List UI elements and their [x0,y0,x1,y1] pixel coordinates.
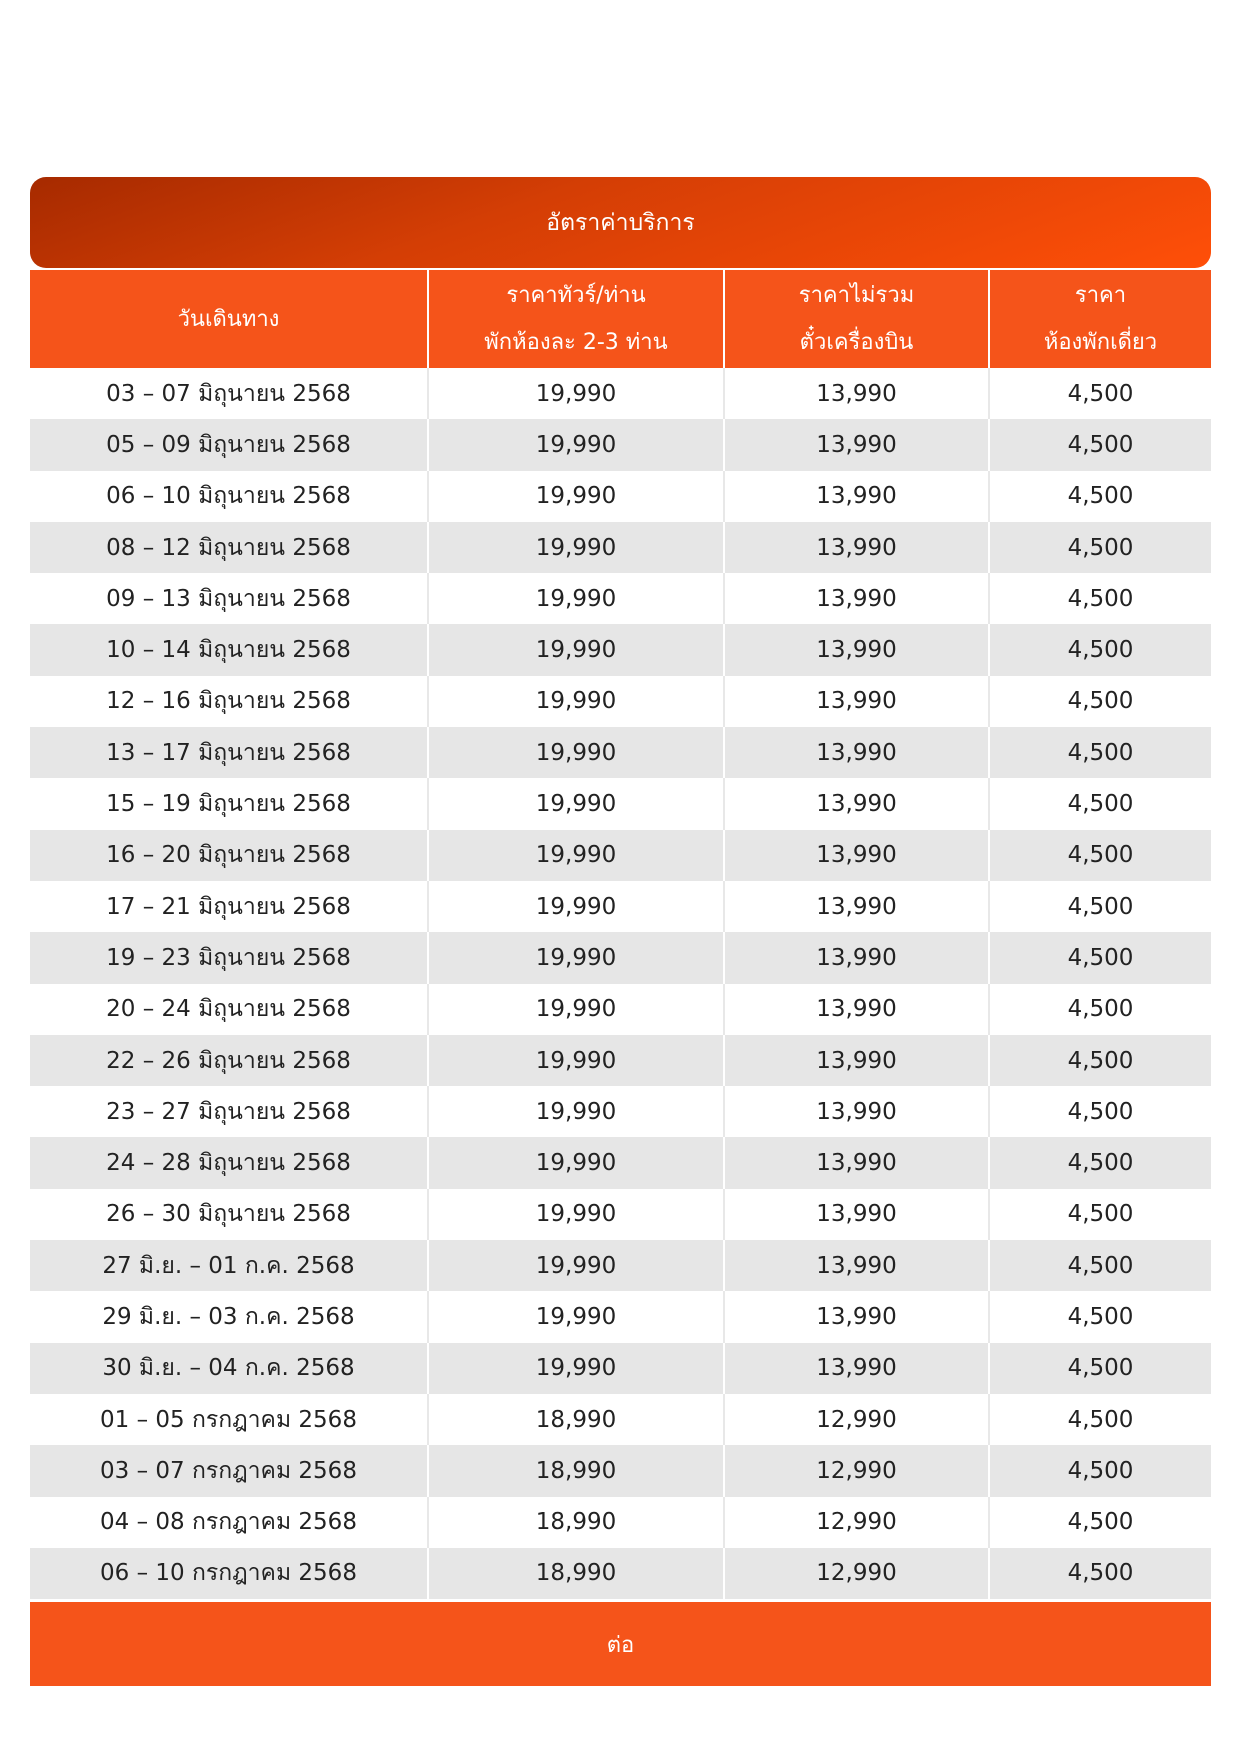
date-cell: 17 – 21 มิถุนายน 2568 [30,881,428,932]
no-flight-price-cell: 13,990 [724,522,989,573]
table-row [30,368,1211,419]
single-room-cell: 4,500 [989,1137,1211,1188]
tour-price-cell: 19,990 [428,573,724,624]
date-cell: 09 – 13 มิถุนายน 2568 [30,573,428,624]
single-room-cell: 4,500 [989,984,1211,1035]
date-cell: 19 – 23 มิถุนายน 2568 [30,932,428,983]
no-flight-price-cell: 13,990 [724,727,989,778]
table-row [30,778,1211,829]
tour-price-cell: 19,990 [428,1343,724,1394]
table-row [30,881,1211,932]
no-flight-price-cell: 13,990 [724,471,989,522]
table-row [30,1240,1211,1291]
tour-price-cell: 19,990 [428,419,724,470]
date-cell: 01 – 05 กรกฎาคม 2568 [30,1394,428,1445]
no-flight-price-cell: 13,990 [724,830,989,881]
single-room-cell: 4,500 [989,932,1211,983]
date-cell: 29 มิ.ย. – 03 ก.ค. 2568 [30,1291,428,1342]
tour-price-cell: 19,990 [428,1240,724,1291]
date-cell: 06 – 10 กรกฎาคม 2568 [30,1548,428,1599]
table-row [30,727,1211,778]
single-room-cell: 4,500 [989,471,1211,522]
tour-price-cell: 19,990 [428,368,724,419]
date-cell: 26 – 30 มิถุนายน 2568 [30,1189,428,1240]
no-flight-price-cell: 12,990 [724,1548,989,1599]
date-cell: 15 – 19 มิถุนายน 2568 [30,778,428,829]
table-row [30,1086,1211,1137]
single-room-cell: 4,500 [989,1548,1211,1599]
continued-label: ต่อ [606,1632,635,1658]
tour-price-cell: 18,990 [428,1445,724,1496]
no-flight-price-cell: 13,990 [724,419,989,470]
no-flight-price-cell: 13,990 [724,984,989,1035]
single-room-cell: 4,500 [989,676,1211,727]
single-room-cell: 4,500 [989,1291,1211,1342]
single-room-cell: 4,500 [989,1497,1211,1548]
single-room-cell: 4,500 [989,624,1211,675]
col-header-date: วันเดินทาง [30,270,428,368]
tour-price-cell: 19,990 [428,624,724,675]
no-flight-price-cell: 13,990 [724,1291,989,1342]
date-cell: 27 มิ.ย. – 01 ก.ค. 2568 [30,1240,428,1291]
tour-price-cell: 19,990 [428,471,724,522]
table-row [30,830,1211,881]
single-room-cell: 4,500 [989,778,1211,829]
single-room-cell: 4,500 [989,368,1211,419]
single-room-cell: 4,500 [989,1445,1211,1496]
table-row [30,624,1211,675]
tour-price-cell: 18,990 [428,1394,724,1445]
table-row [30,1394,1211,1445]
tour-price-cell: 19,990 [428,984,724,1035]
date-cell: 23 – 27 มิถุนายน 2568 [30,1086,428,1137]
no-flight-price-cell: 12,990 [724,1394,989,1445]
single-room-cell: 4,500 [989,419,1211,470]
no-flight-price-cell: 13,990 [724,881,989,932]
no-flight-price-cell: 13,990 [724,676,989,727]
no-flight-price-cell: 13,990 [724,1240,989,1291]
table-row [30,1548,1211,1599]
date-cell: 30 มิ.ย. – 04 ก.ค. 2568 [30,1343,428,1394]
price-table [30,270,1211,1599]
single-room-cell: 4,500 [989,881,1211,932]
single-room-cell: 4,500 [989,1086,1211,1137]
no-flight-price-cell: 13,990 [724,624,989,675]
single-room-cell: 4,500 [989,1394,1211,1445]
no-flight-price-cell: 13,990 [724,778,989,829]
date-cell: 03 – 07 มิถุนายน 2568 [30,368,428,419]
date-cell: 05 – 09 มิถุนายน 2568 [30,419,428,470]
no-flight-price-cell: 13,990 [724,1137,989,1188]
tour-price-cell: 18,990 [428,1548,724,1599]
no-flight-price-cell: 13,990 [724,368,989,419]
title-banner [30,177,1211,268]
date-cell: 06 – 10 มิถุนายน 2568 [30,471,428,522]
single-room-cell: 4,500 [989,1189,1211,1240]
table-row [30,984,1211,1035]
single-room-cell: 4,500 [989,1035,1211,1086]
no-flight-price-cell: 13,990 [724,1189,989,1240]
footer-banner [30,1602,1211,1686]
table-row [30,1137,1211,1188]
single-room-cell: 4,500 [989,573,1211,624]
date-cell: 08 – 12 มิถุนายน 2568 [30,522,428,573]
no-flight-price-cell: 13,990 [724,932,989,983]
table-row [30,522,1211,573]
col-header-tour-price: ราคาทัวร์/ท่าน พักห้องละ 2-3 ท่าน [428,270,724,368]
col-header-single-room: ราคา ห้องพักเดี่ยว [989,270,1211,368]
tour-price-cell: 18,990 [428,1497,724,1548]
date-cell: 10 – 14 มิถุนายน 2568 [30,624,428,675]
date-cell: 16 – 20 มิถุนายน 2568 [30,830,428,881]
tour-price-cell: 19,990 [428,676,724,727]
tour-price-cell: 19,990 [428,830,724,881]
tour-price-cell: 19,990 [428,1086,724,1137]
tour-price-cell: 19,990 [428,881,724,932]
single-room-cell: 4,500 [989,1240,1211,1291]
table-row [30,932,1211,983]
date-cell: 20 – 24 มิถุนายน 2568 [30,984,428,1035]
table-row [30,1445,1211,1496]
no-flight-price-cell: 13,990 [724,1086,989,1137]
price-sheet [30,177,1211,1686]
date-cell: 03 – 07 กรกฎาคม 2568 [30,1445,428,1496]
no-flight-price-cell: 12,990 [724,1445,989,1496]
date-cell: 04 – 08 กรกฎาคม 2568 [30,1497,428,1548]
tour-price-cell: 19,990 [428,727,724,778]
no-flight-price-cell: 13,990 [724,573,989,624]
tour-price-cell: 19,990 [428,1291,724,1342]
tour-price-cell: 19,990 [428,778,724,829]
table-row [30,1343,1211,1394]
single-room-cell: 4,500 [989,830,1211,881]
page-title: อัตราค่าบริการ [546,209,695,236]
table-row [30,1189,1211,1240]
table-row [30,419,1211,470]
no-flight-price-cell: 13,990 [724,1035,989,1086]
col-header-no-flight-price: ราคาไม่รวม ตั๋วเครื่องบิน [724,270,989,368]
single-room-cell: 4,500 [989,1343,1211,1394]
table-row [30,676,1211,727]
single-room-cell: 4,500 [989,727,1211,778]
table-body [30,368,1211,1599]
table-header-row [30,270,1211,368]
table-row [30,573,1211,624]
table-row [30,1497,1211,1548]
date-cell: 13 – 17 มิถุนายน 2568 [30,727,428,778]
no-flight-price-cell: 13,990 [724,1343,989,1394]
table-row [30,1035,1211,1086]
table-row [30,1291,1211,1342]
date-cell: 24 – 28 มิถุนายน 2568 [30,1137,428,1188]
table-row [30,471,1211,522]
date-cell: 22 – 26 มิถุนายน 2568 [30,1035,428,1086]
tour-price-cell: 19,990 [428,1035,724,1086]
date-cell: 12 – 16 มิถุนายน 2568 [30,676,428,727]
tour-price-cell: 19,990 [428,1137,724,1188]
tour-price-cell: 19,990 [428,932,724,983]
single-room-cell: 4,500 [989,522,1211,573]
tour-price-cell: 19,990 [428,522,724,573]
no-flight-price-cell: 12,990 [724,1497,989,1548]
tour-price-cell: 19,990 [428,1189,724,1240]
